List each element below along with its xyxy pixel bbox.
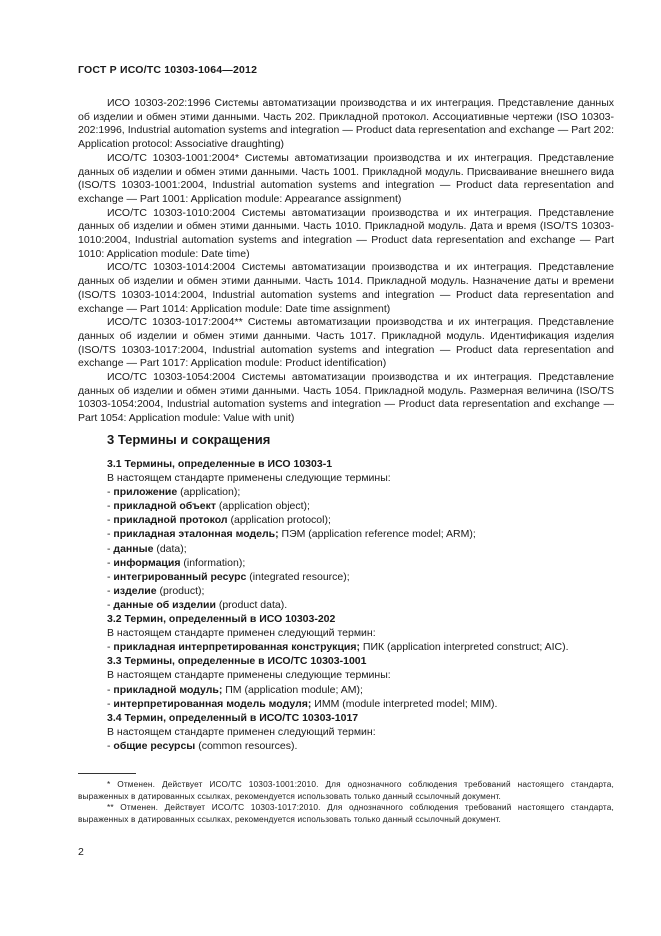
term-name: данные xyxy=(113,542,154,555)
term-name: данные об изделии xyxy=(113,598,216,611)
term-item: - интегрированный ресурс (integrated resource); xyxy=(107,570,350,583)
term-desc: (information); xyxy=(180,556,246,569)
term-desc: (common resources). xyxy=(195,739,298,752)
term-desc: ПЭМ (application reference model; ARM); xyxy=(278,528,476,541)
footnote-divider xyxy=(78,773,136,774)
page-number: 2 xyxy=(78,846,84,858)
subsection-title: 3.3 Термины, определенные в ИСО/ТС 10303-1001 xyxy=(107,655,367,668)
footnotes xyxy=(78,779,614,825)
subsection-intro: В настоящем стандарте применены следующие термины: xyxy=(107,669,391,682)
term-name: прикладная интерпретированная конструкция; xyxy=(113,641,360,654)
document-header: ГОСТ Р ИСО/ТС 10303-1064—2012 xyxy=(78,64,258,76)
terms-section xyxy=(107,457,614,753)
term-desc: ПМ (application module; AM); xyxy=(222,683,363,696)
term-desc: ПИК (application interpreted construct; AIC). xyxy=(359,641,569,654)
reference-item: ИСО/ТС 10303-1054:2004 Системы автоматизации производства и их интеграция. Представление данных об изделии и обмен этими данными. Часть 1054. Прикладной модуль. Размерная величина (ISO/TS 10303-1054:2004, Industrial automation systems and integration — Product data representation and exchange — Part 1054: Application module: Value with unit) xyxy=(78,371,614,425)
term-item: - изделие (product); xyxy=(107,584,205,597)
reference-item: ИСО 10303-202:1996 Системы автоматизации производства и их интеграция. Представление данных об изделии и обмен этими данными. Часть 202. Прикладной протокол. Ассоциативные чертежи (ISO 10303-202:1996, Industrial automation systems and integration — Product data representation and exchange — Part 202: Application protocol: Associative draughting) xyxy=(78,97,614,151)
term-name: общие ресурсы xyxy=(113,739,196,752)
term-item: - данные (data); xyxy=(107,542,187,555)
footnote-item: * Отменен. Действует ИСО/ТС 10303-1001:2010. Для однозначного соблюдения требований настоящего стандарта, выраженных в датированных ссылках, рекомендуется использовать только данный ссылочный документ. xyxy=(78,779,614,801)
term-desc: ИММ (module interpreted model; MIM). xyxy=(311,697,498,710)
term-desc: (application); xyxy=(177,486,241,499)
term-item: - прикладной протокол (application protocol); xyxy=(107,514,331,527)
subsection-intro: В настоящем стандарте применен следующий термин: xyxy=(107,725,376,738)
term-item: - прикладная эталонная модель; ПЭМ (application reference model; ARM); xyxy=(107,528,476,541)
subsection-title: 3.4 Термин, определенный в ИСО/ТС 10303-1017 xyxy=(107,711,359,724)
term-name: прикладная эталонная модель; xyxy=(113,528,279,541)
term-item: - общие ресурсы (common resources). xyxy=(107,739,298,752)
term-name: прикладной модуль; xyxy=(113,683,223,696)
term-item: - информация (information); xyxy=(107,556,246,569)
footnote-item: ** Отменен. Действует ИСО/ТС 10303-1017:2010. Для однозначного соблюдения требований настоящего стандарта, выраженных в датированных ссылках, рекомендуется использовать только данный ссылочный документ. xyxy=(78,802,614,824)
term-item: - прикладной модуль; ПМ (application module; AM); xyxy=(107,683,363,696)
term-desc: (application object); xyxy=(215,500,310,513)
term-desc: (product); xyxy=(156,584,205,597)
normative-references xyxy=(78,97,614,426)
term-name: интегрированный ресурс xyxy=(113,570,247,583)
term-name: прикладной протокол xyxy=(113,514,228,527)
term-desc: (data); xyxy=(153,542,187,555)
term-name: интерпретированная модель модуля; xyxy=(113,697,312,710)
subsection-title: 3.1 Термины, определенные в ИСО 10303-1 xyxy=(107,458,333,470)
reference-item: ИСО/ТС 10303-1001:2004* Системы автоматизации производства и их интеграция. Представление данных об изделии и обмен этими данными. Часть 1001. Прикладной модуль. Присваивание внешнего вида (ISO/TS 10303-1001:2004, Industrial automation systems and integration — Product data representation and exchange — Part 1001: Application module: Appearance assignment) xyxy=(78,151,614,205)
term-item: - приложение (application); xyxy=(107,486,241,499)
subsection-intro: В настоящем стандарте применены следующие термины: xyxy=(107,472,391,485)
subsection-intro: В настоящем стандарте применен следующий термин: xyxy=(107,627,376,640)
reference-item: ИСО/ТС 10303-1017:2004** Системы автоматизации производства и их интеграция. Представление данных об изделии и обмен этими данными. Часть 1017. Прикладной модуль. Идентификация изделия (ISO/TS 10303-1017:2004, Industrial automation systems and integration — Product data representation and exchange — Part 1017: Application module: Product identification) xyxy=(78,316,614,370)
term-item: - данные об изделии (product data). xyxy=(107,598,288,611)
term-item: - прикладная интерпретированная конструкция; ПИК (application interpreted construct; AIC). xyxy=(107,641,569,654)
reference-item: ИСО/ТС 10303-1014:2004 Системы автоматизации производства и их интеграция. Представление данных об изделии и обмен этими данными. Часть 1014. Прикладной модуль. Назначение даты и времени (ISO/TS 10303-1014:2004, Industrial automation systems and integration — Product data representation and exchange — Part 1014: Application module: Date time assignment) xyxy=(78,261,614,315)
term-desc: (application protocol); xyxy=(227,514,331,527)
term-item: - интерпретированная модель модуля; ИММ (module interpreted model; MIM). xyxy=(107,697,498,710)
section-title: 3 Термины и сокращения xyxy=(107,432,271,447)
term-name: информация xyxy=(113,556,181,569)
term-name: изделие xyxy=(113,584,157,597)
term-desc: (integrated resource); xyxy=(246,570,350,583)
subsection-title: 3.2 Термин, определенный в ИСО 10303-202 xyxy=(107,613,336,626)
reference-item: ИСО/ТС 10303-1010:2004 Системы автоматизации производства и их интеграция. Представление данных об изделии и обмен этими данными. Часть 1010. Прикладной модуль. Дата и время (ISO/TS 10303-1010:2004, Industrial automation systems and integration — Product data representation and exchange — Part 1010: Application module: Date time) xyxy=(78,206,614,260)
term-name: прикладной объект xyxy=(113,500,216,513)
term-name: приложение xyxy=(113,486,178,499)
term-item: - прикладной объект (application object); xyxy=(107,500,310,513)
term-desc: (product data). xyxy=(215,598,288,611)
